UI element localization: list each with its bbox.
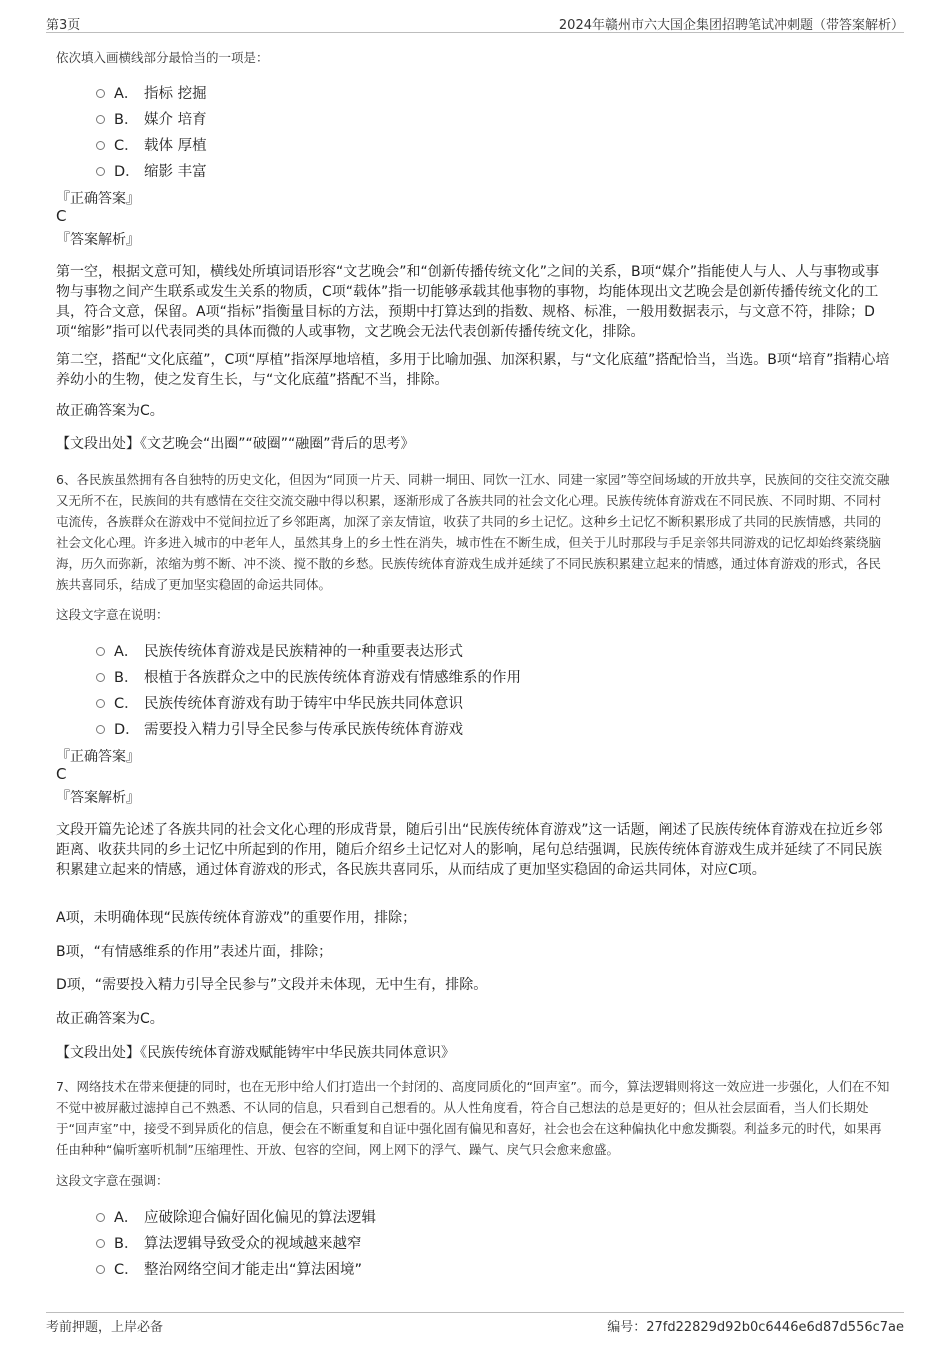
- q6-source: 【文段出处】《民族传统体育游戏赋能铸牢中华民族共同体意识》: [56, 1045, 455, 1061]
- radio-icon[interactable]: [96, 1239, 105, 1248]
- radio-icon[interactable]: [96, 167, 105, 176]
- q5-option-d[interactable]: D． 缩影 丰富: [96, 160, 207, 181]
- q7-passage: 7、网络技术在带来便捷的同时，也在无形中给人们打造出一个封闭的、高度同质化的“回声室”。而今，算法逻辑则将这一效应进一步强化，人们在不知不觉中被屏蔽过滤掉自己不熟悉、不认同的信息，只看到自己想看的。从人性角度看，符合自己想法的总是更好的；但从社会层面看，当人们长期处于“回声室”中，接受不到异质化的信息，便会在不断重复和自证中强化固有偏见和喜好，社会也会在这种偏执化中愈发撕裂。利益多元的时代，如果再任由种种“偏听塞听机制”压缩理性、开放、包容的空间，网上网下的浮气、躁气、戾气只会愈来愈盛。: [56, 1079, 890, 1157]
- q6-analysis-p3: B项，“有情感维系的作用”表述片面，排除；: [56, 944, 333, 960]
- q6-analysis-p4: D项，“需要投入精力引导全民参与”文段并未体现，无中生有，排除。: [56, 977, 488, 993]
- q5-analysis-p2: 第二空，搭配“文化底蕴”，C项“厚植”指深厚地培植，多用于比喻加强、加深积累，与“文化底蕴”搭配恰当，当选。B项“培育”指精心培养幼小的生物，使之发育生长，与“文化底蕴”搭配不当，排除。: [56, 352, 890, 388]
- q6-option-d[interactable]: D． 需要投入精力引导全民参与传承民族传统体育游戏: [96, 718, 463, 739]
- q6-analysis-p2: A项，未明确体现“民族传统体育游戏”的重要作用，排除；: [56, 910, 417, 926]
- page-number: 第3页: [46, 18, 81, 33]
- q7-option-a[interactable]: A． 应破除迎合偏好固化偏见的算法逻辑: [96, 1206, 376, 1227]
- q6-option-b[interactable]: B． 根植于各族群众之中的民族传统体育游戏有情感维系的作用: [96, 666, 521, 687]
- radio-icon[interactable]: [96, 699, 105, 708]
- q5-answer-label: 『正确答案』: [56, 191, 140, 207]
- q5-source: 【文段出处】《文艺晚会“出圈”“破圈”“融圈”背后的思考》: [56, 436, 415, 452]
- q5-analysis-p1: 第一空，根据文意可知，横线处所填词语形容“文艺晚会”和“创新传播传统文化”之间的关系，B项“媒介”指能使人与人、人与事物或事物与事物之间产生联系或发生关系的物质，C项“载体”指一切能够承载其他事物的事物，均能体现出文艺晚会是创新传播传统文化的工具，符合文意，保留。A项“指标”指衡量目标的方法，预期中打算达到的指数、规格、标准，一般用数据表示，与文意不符，排除；D项“缩影”指可以代表同类的具体而微的人或事物，文艺晚会无法代表创新传播传统文化，排除。: [56, 264, 880, 340]
- q5-option-a[interactable]: A． 指标 挖掘: [96, 82, 207, 103]
- q6-option-c[interactable]: C． 民族传统体育游戏有助于铸牢中华民族共同体意识: [96, 692, 463, 713]
- q5-option-c[interactable]: C． 载体 厚植: [96, 134, 207, 155]
- q6-analysis-p1: 文段开篇先论述了各族共同的社会文化心理的形成背景，随后引出“民族传统体育游戏”这一话题，阐述了民族传统体育游戏在拉近乡邻距离、收获共同的乡土记忆中所起到的作用，随后介绍乡土记忆对人的影响，尾句总结强调，民族传统体育游戏生成并延续了不同民族积累建立起来的情感，通过体育游戏的形式，各民族共喜同乐，从而结成了更加坚实稳固的命运共同体，对应C项。: [56, 822, 883, 878]
- q6-option-a[interactable]: A． 民族传统体育游戏是民族精神的一种重要表达形式: [96, 640, 463, 661]
- q6-prompt: 这段文字意在说明：: [56, 607, 169, 622]
- q6-answer-label: 『正确答案』: [56, 749, 140, 765]
- radio-icon[interactable]: [96, 673, 105, 682]
- document-title: 2024年赣州市六大国企集团招聘笔试冲刺题（带答案解析）: [558, 18, 904, 33]
- radio-icon[interactable]: [96, 1213, 105, 1222]
- q6-answer: C: [56, 765, 67, 783]
- q5-analysis-p3: 故正确答案为C。: [56, 403, 164, 419]
- document-id: 编号：27fd22829d92b0c6446e6d87d556c7ae: [607, 1320, 904, 1335]
- radio-icon[interactable]: [96, 141, 105, 150]
- radio-icon[interactable]: [96, 1265, 105, 1274]
- radio-icon[interactable]: [96, 115, 105, 124]
- q5-option-b[interactable]: B． 媒介 培育: [96, 108, 207, 129]
- q7-prompt: 这段文字意在强调：: [56, 1173, 169, 1188]
- q6-analysis-p5: 故正确答案为C。: [56, 1011, 164, 1027]
- q7-option-c[interactable]: C． 整治网络空间才能走出“算法困境”: [96, 1258, 362, 1279]
- radio-icon[interactable]: [96, 647, 105, 656]
- q7-option-b[interactable]: B． 算法逻辑导致受众的视域越来越窄: [96, 1232, 362, 1253]
- q6-analysis-label: 『答案解析』: [56, 790, 140, 806]
- radio-icon[interactable]: [96, 725, 105, 734]
- q5-analysis-label: 『答案解析』: [56, 232, 140, 248]
- page-header: [46, 12, 904, 33]
- q5-prompt: 依次填入画横线部分最恰当的一项是：: [56, 50, 269, 65]
- q6-passage: 6、各民族虽然拥有各自独特的历史文化，但因为“同顶一片天、同耕一垌田、同饮一江水、同建一家园”等空间场域的开放共享，民族间的交往交流交融又无所不在，民族间的共有感情在交往交流交融中得以积累，逐渐形成了各族共同的社会文化心理。民族传统体育游戏在不同民族、不同时期、不同村屯流传，各族群众在游戏中不觉间拉近了乡邻距离，加深了亲友情谊，收获了共同的乡土记忆。这种乡土记忆不断积累形成了共同的民族情感，共同的社会文化心理。许多进入城市的中老年人，虽然其身上的乡土性在消失，城市性在不断生成，但关于儿时那段与手足亲邻共同游戏的记忆却始终萦绕脑海，历久而弥新，浓缩为剪不断、冲不淡、搅不散的乡愁。民族传统体育游戏生成并延续了不同民族积累建立起来的情感，通过体育游戏的形式，各民族共喜同乐，结成了更加坚实稳固的命运共同体。: [56, 472, 890, 592]
- radio-icon[interactable]: [96, 89, 105, 98]
- q5-answer: C: [56, 207, 67, 225]
- footer-slogan: 考前押题，上岸必备: [46, 1320, 164, 1335]
- page-footer: [46, 1312, 904, 1335]
